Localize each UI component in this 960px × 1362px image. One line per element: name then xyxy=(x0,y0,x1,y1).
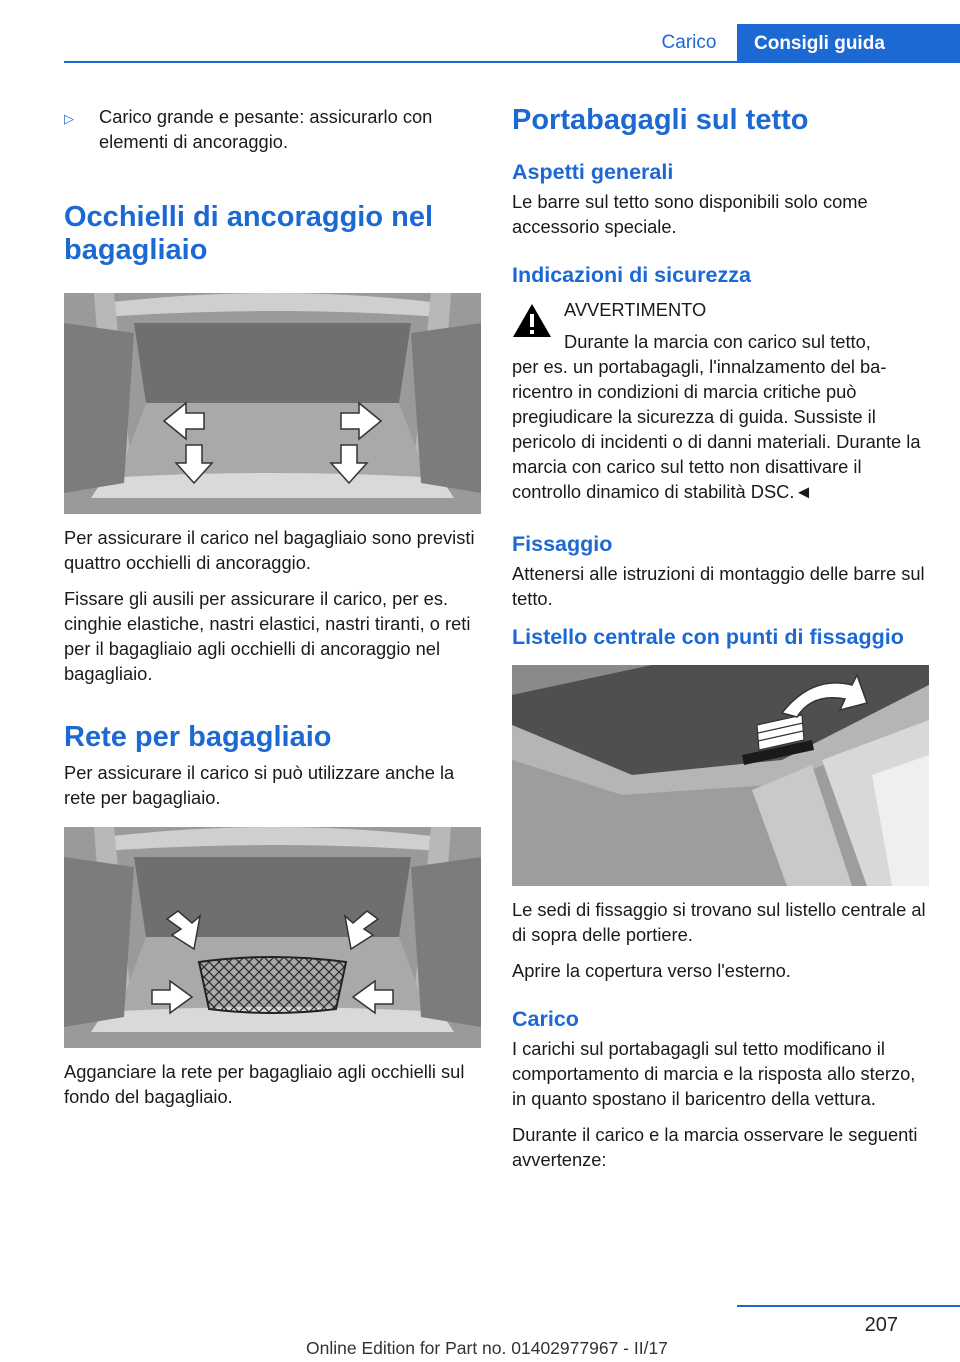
heading-general: Aspetti generali xyxy=(512,160,674,184)
edition-note: Online Edition for Part no. 01402977967 - II/17 xyxy=(306,1338,668,1358)
paragraph-strip-2: Aprire la copertura verso l'esterno. xyxy=(512,960,791,981)
header-rule xyxy=(64,61,960,63)
paragraph-strip-1: Le sedi di fissaggio si trovano sul listello centrale al di sopra delle portiere. xyxy=(512,899,926,945)
warning-title: AVVERTIMENTO xyxy=(564,299,707,320)
warning-block xyxy=(512,297,929,504)
footer-rule xyxy=(737,1305,960,1307)
right-column xyxy=(512,104,929,1183)
heading-roof-rack: Portabagagli sul tetto xyxy=(512,104,809,136)
warning-triangle-icon xyxy=(512,303,552,338)
paragraph-net-1: Per assicurare il carico si può utilizzare anche la rete per bagagliaio. xyxy=(64,762,455,808)
heading-fixing: Fissaggio xyxy=(512,532,613,556)
warning-text: per es. un portabagagli, l'innalzamento del baricentro in condizioni di marcia critiche può pregiudicare la sicurezza di guida. Sussiste il pericolo di incidenti o di danni materiali. Durante la marcia con carico sul tetto non disattivare il controllo dinamico di stabilità DSC.◄ xyxy=(512,356,921,502)
figure-roof-strip xyxy=(512,665,929,886)
header-section-label: Carico xyxy=(661,31,717,53)
paragraph-fixing: Attenersi alle istruzioni di montaggio delle barre sul tetto. xyxy=(512,563,925,609)
figure-trunk-eyelets xyxy=(64,293,481,514)
heading-net: Rete per bagagliaio xyxy=(64,721,332,753)
bullet-item xyxy=(64,104,481,154)
heading-eyelets: Occhielli di ancoraggio nel bagagliaio xyxy=(64,201,434,266)
header-chapter-tab: Consigli guida xyxy=(737,24,960,63)
heading-center-strip: Listello centrale con punti di fissaggio xyxy=(512,625,904,649)
left-column xyxy=(64,104,481,1120)
page-number: 207 xyxy=(864,1314,898,1336)
paragraph-eyelets-1: Per assicurare il carico nel bagagliaio sono previsti quattro occhielli di ancoraggio. xyxy=(64,527,475,573)
figure-trunk-net xyxy=(64,827,481,1048)
paragraph-load-2: Durante il carico e la marcia osservare le seguenti avvertenze: xyxy=(512,1124,918,1170)
triangle-right-icon: ▷ xyxy=(64,111,74,126)
paragraph-net-2: Agganciare la rete per bagagliaio agli occhielli sul fondo del bagagliaio. xyxy=(64,1061,465,1107)
bullet-text: Carico grande e pesante: assicurarlo con elementi di ancoraggio. xyxy=(99,106,433,152)
paragraph-general: Le barre sul tetto sono disponibili solo come accessorio speciale. xyxy=(512,191,868,237)
heading-load: Carico xyxy=(512,1007,579,1031)
paragraph-eyelets-2: Fissare gli ausili per assicurare il carico, per es. cinghie elastiche, nastri elastici, nastri tiranti, o reti per il bagagliaio agli occhielli di ancoraggio nel bagagliaio. xyxy=(64,588,471,684)
warning-text-first: Durante la marcia con carico sul tetto, xyxy=(564,331,871,352)
heading-safety: Indicazioni di sicurezza xyxy=(512,263,751,287)
paragraph-load-1: I carichi sul portabagagli sul tetto modificano il comportamento di marcia e la risposta allo sterzo, in quanto spostano il baricentro della vettura. xyxy=(512,1038,916,1109)
